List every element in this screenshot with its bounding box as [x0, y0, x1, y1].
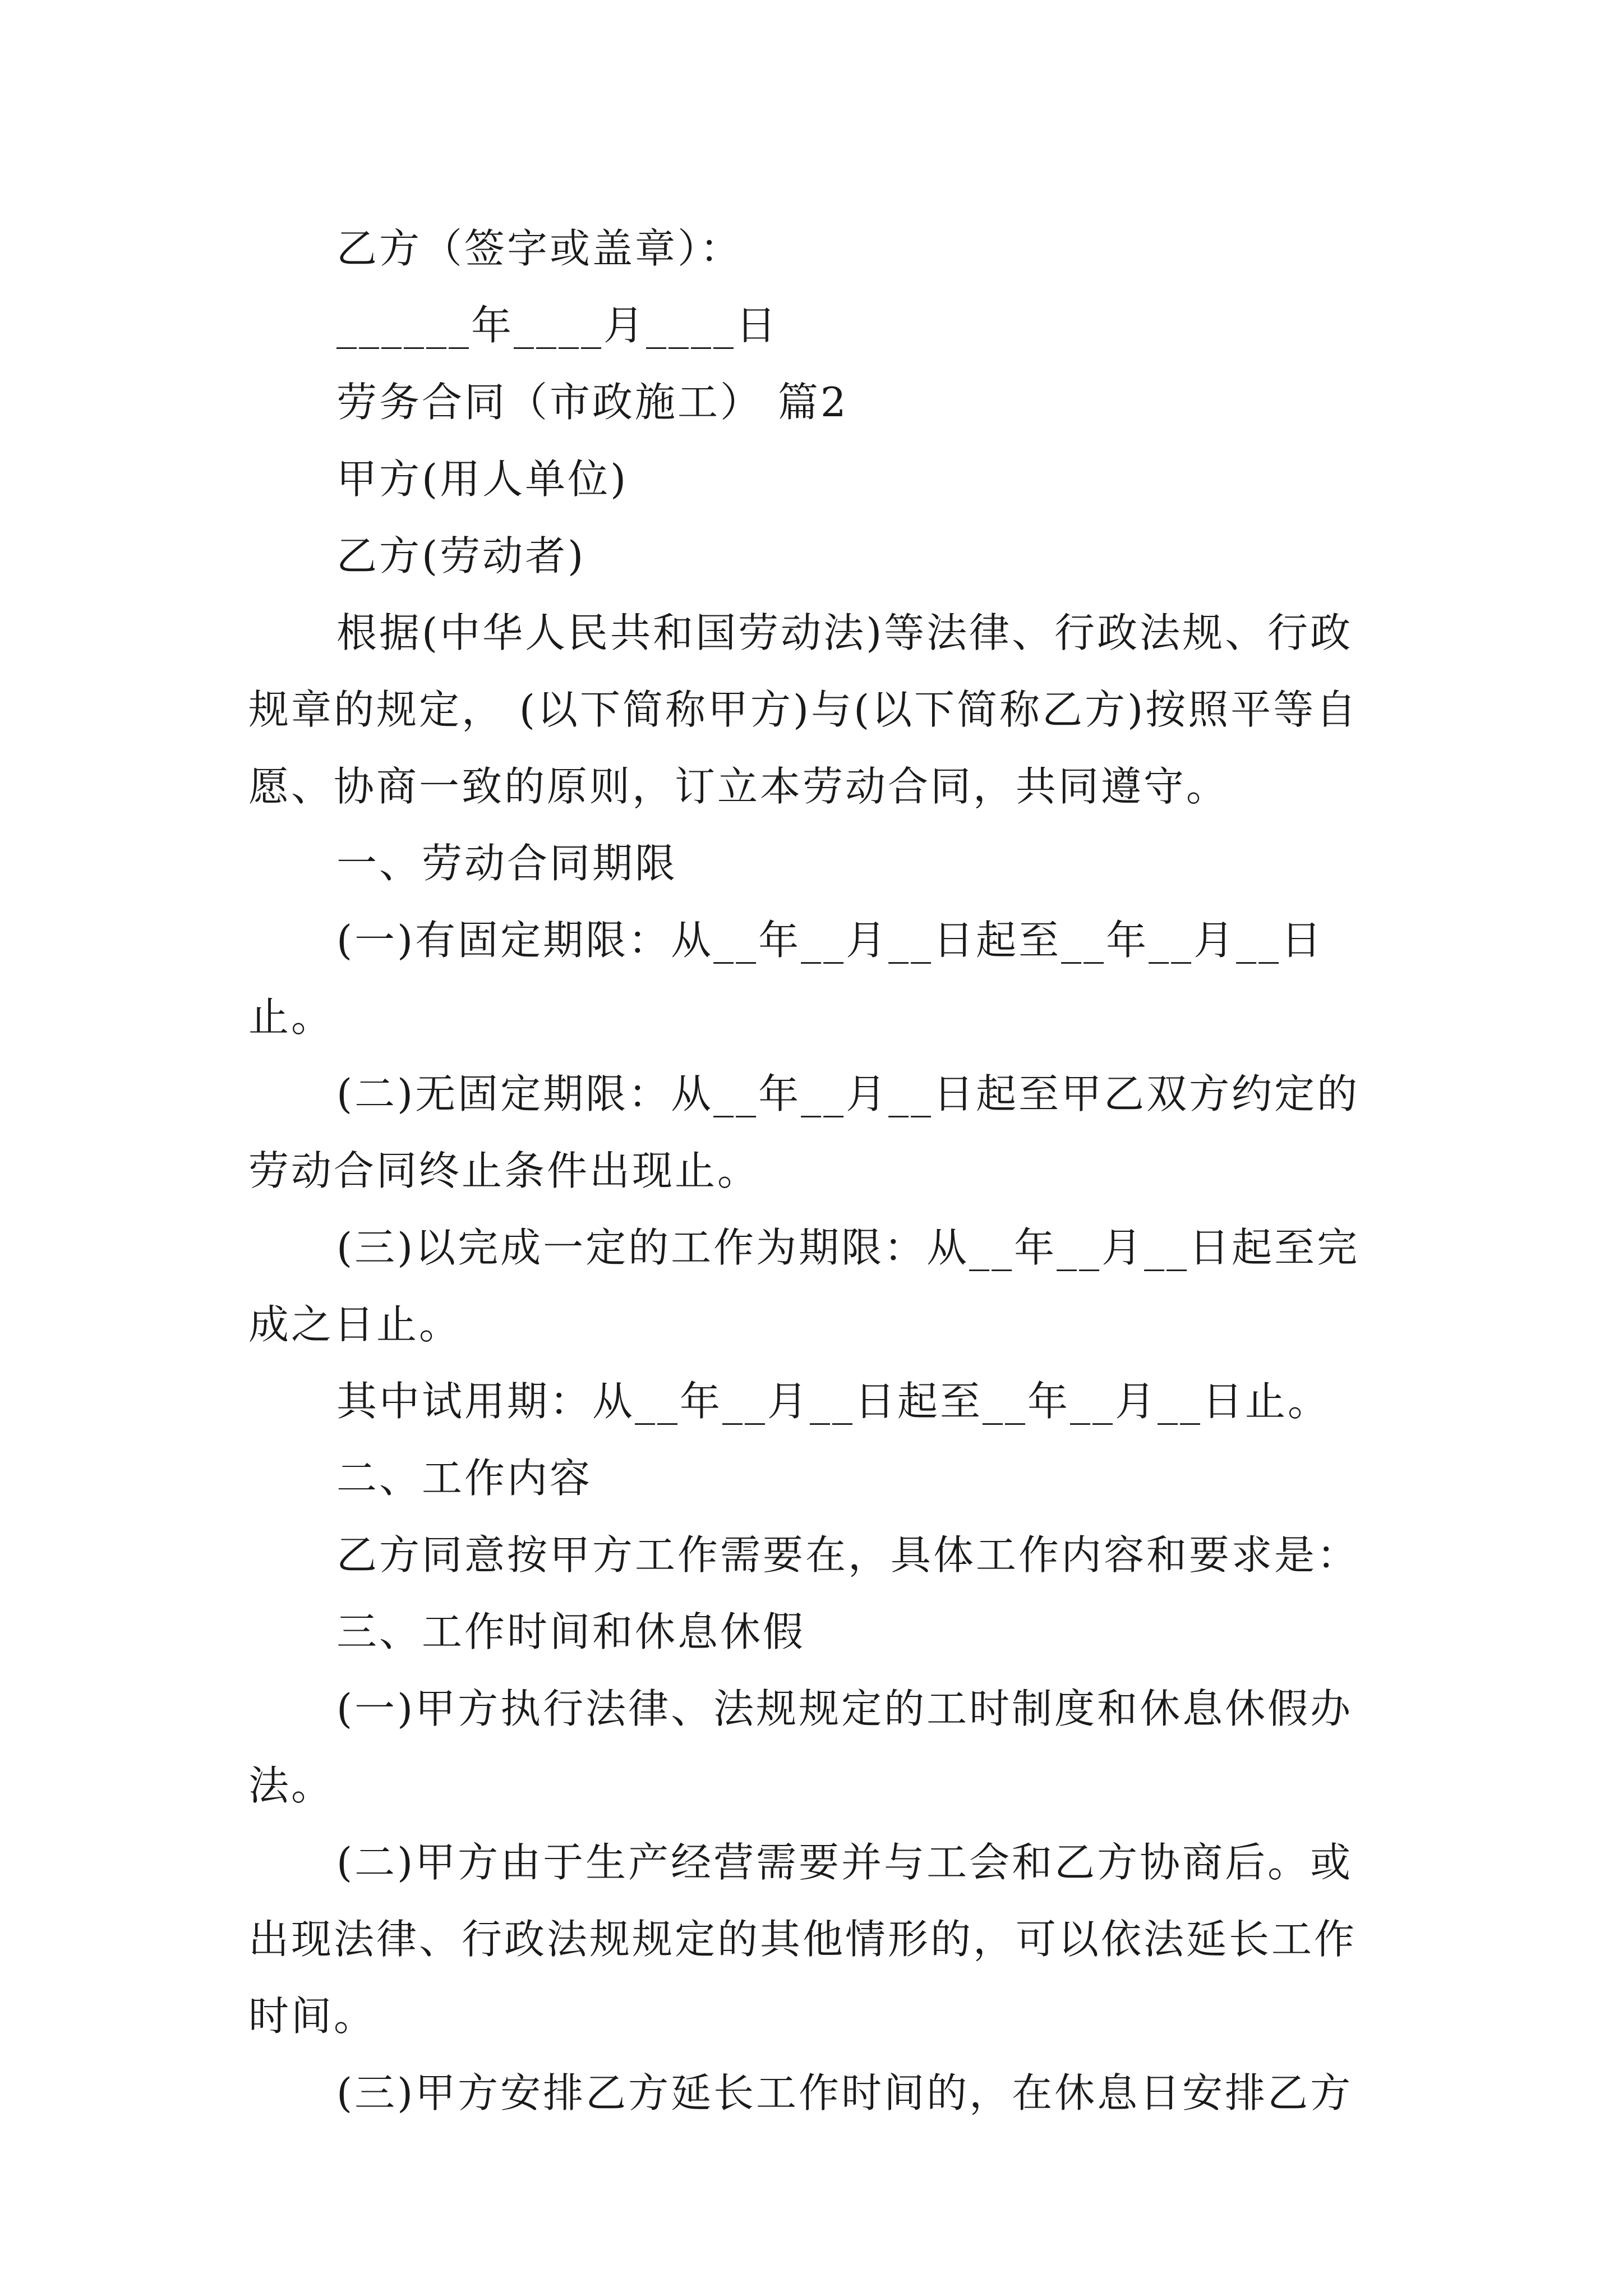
- clause-work-content: 乙方同意按甲方工作需要在，具体工作内容和要求是：: [336, 1531, 1360, 1579]
- clause-task-term: (三)以完成一定的工作为期限：从__年__月__日起至完成之日止。: [248, 1224, 1360, 1348]
- heading-working-hours: 三、工作时间和休息休假: [336, 1608, 806, 1655]
- clause-open-term: (二)无固定期限：从__年__月__日起至甲乙双方约定的劳动合同终止条件出现止。: [248, 1070, 1360, 1194]
- section-title: 劳务合同（市政施工） 篇2: [336, 379, 849, 426]
- document-body: [248, 210, 1381, 2132]
- heading-work-content: 二、工作内容: [336, 1455, 593, 1502]
- date-line: ______年____月____日: [336, 302, 779, 349]
- clause-hours-2: (二)甲方由于生产经营需要并与工会和乙方协商后。或出现法律、行政法规规定的其他情形的，可以依法延长工作时间。: [248, 1839, 1357, 2040]
- clause-hours-1: (一)甲方执行法律、法规规定的工时制度和休息休假办法。: [248, 1685, 1353, 1809]
- clause-fixed-term: (一)有固定期限：从__年__月__日起至__年__月__日止。: [248, 917, 1324, 1041]
- clause-hours-3: (三)甲方安排乙方延长工作时间的，在休息日安排乙方: [336, 2069, 1353, 2116]
- signature-line-party-b: 乙方（签字或盖章）：: [336, 225, 743, 272]
- heading-contract-term: 一、劳动合同期限: [336, 840, 678, 887]
- party-b-line: 乙方(劳动者): [336, 532, 586, 579]
- preamble-paragraph: 根据(中华人民共和国劳动法)等法律、行政法规、行政规章的规定， (以下简称甲方)与(以下简称乙方)按照平等自愿、协商一致的原则，订立本劳动合同，共同遵守。: [248, 609, 1359, 810]
- party-a-line: 甲方(用人单位): [336, 455, 629, 503]
- clause-probation: 其中试用期：从__年__月__日起至__年__月__日止。: [336, 1378, 1331, 1425]
